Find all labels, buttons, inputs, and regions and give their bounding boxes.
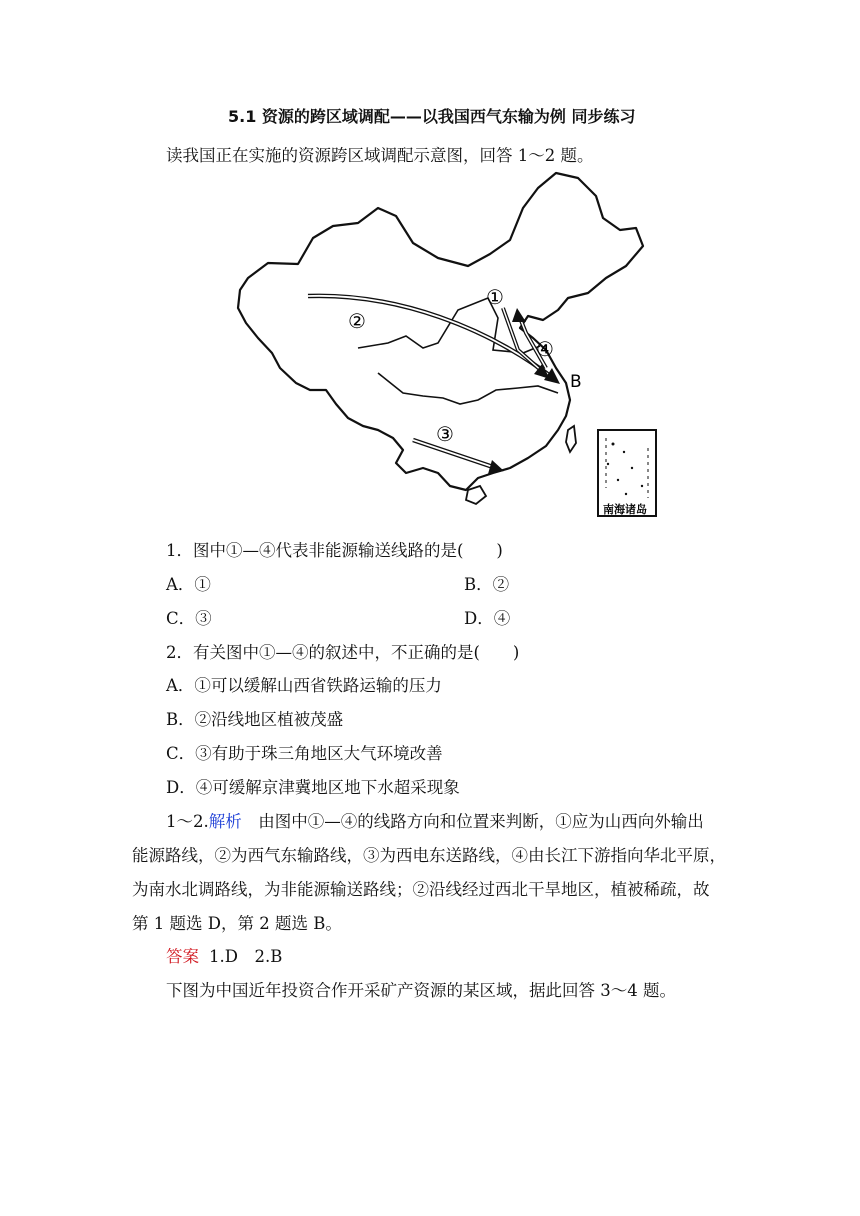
question-2-option-c: C．③有助于珠三角地区大气环境改善 (166, 744, 443, 763)
page-title: 5.1 资源的跨区域调配——以我国西气东输为例 同步练习 (228, 107, 636, 126)
map-svg (228, 168, 668, 524)
analysis-line-4: 第 1 题选 D，第 2 题选 B。 (132, 914, 342, 933)
point-b-label: B (570, 372, 582, 392)
route-1-label: ① (486, 285, 504, 309)
inset-label: 南海诸岛 (603, 503, 647, 516)
route-3-label: ③ (436, 422, 454, 446)
question-1-option-b: B．② (464, 575, 510, 594)
yellow-river (358, 298, 540, 353)
question-2-option-b: B．②沿线地区植被茂盛 (166, 710, 344, 729)
analysis-line-2: 能源路线，②为西气东输路线，③为西电东送路线，④由长江下游指向华北平原， (132, 846, 726, 865)
question-2-stem: 2．有关图中①—④的叙述中，不正确的是( ) (166, 643, 520, 662)
route-4-arrowhead (512, 308, 526, 322)
analysis-prefix: 1～2. (166, 812, 209, 831)
answer-line (166, 943, 282, 967)
analysis-line-1 (166, 808, 704, 832)
answer-value: 1.D 2.B (209, 947, 283, 966)
question-1-option-d: D．④ (464, 609, 511, 628)
taiwan-island (566, 426, 576, 452)
answer-label: 答案 (166, 947, 199, 966)
route-2-arrow (308, 296, 553, 378)
analysis-label: 解析 (208, 812, 242, 831)
hainan-island (466, 486, 486, 504)
route-3-arrow-inner (413, 440, 496, 468)
question-1-stem: 1．图中①—④代表非能源输送线路的是( ) (166, 541, 503, 560)
analysis-text-1: 由图中①—④的线路方向和位置来判断，①应为山西向外输出 (241, 812, 704, 831)
yangtze-river (378, 373, 558, 404)
question-1-option-c: C．③ (166, 609, 212, 628)
route-2-arrow-inner (308, 296, 553, 378)
route-2-label: ② (348, 309, 366, 333)
route-4-label: ④ (536, 337, 554, 361)
analysis-line-3: 为南水北调路线，为非能源输送路线；②沿线经过西北干旱地区，植被稀疏，故 (132, 880, 710, 899)
route-3-arrowhead (488, 460, 504, 474)
intro-text: 读我国正在实施的资源跨区域调配示意图，回答 1～2 题。 (166, 146, 594, 165)
intro-text-2: 下图为中国近年投资合作开采矿产资源的某区域，据此回答 3～4 题。 (166, 981, 676, 1000)
question-2-option-a: A．①可以缓解山西省铁路运输的压力 (166, 676, 442, 695)
question-1-option-a: A．① (166, 575, 211, 594)
question-2-option-d: D．④可缓解京津冀地区地下水超采现象 (166, 778, 460, 797)
china-resource-map (228, 168, 668, 524)
